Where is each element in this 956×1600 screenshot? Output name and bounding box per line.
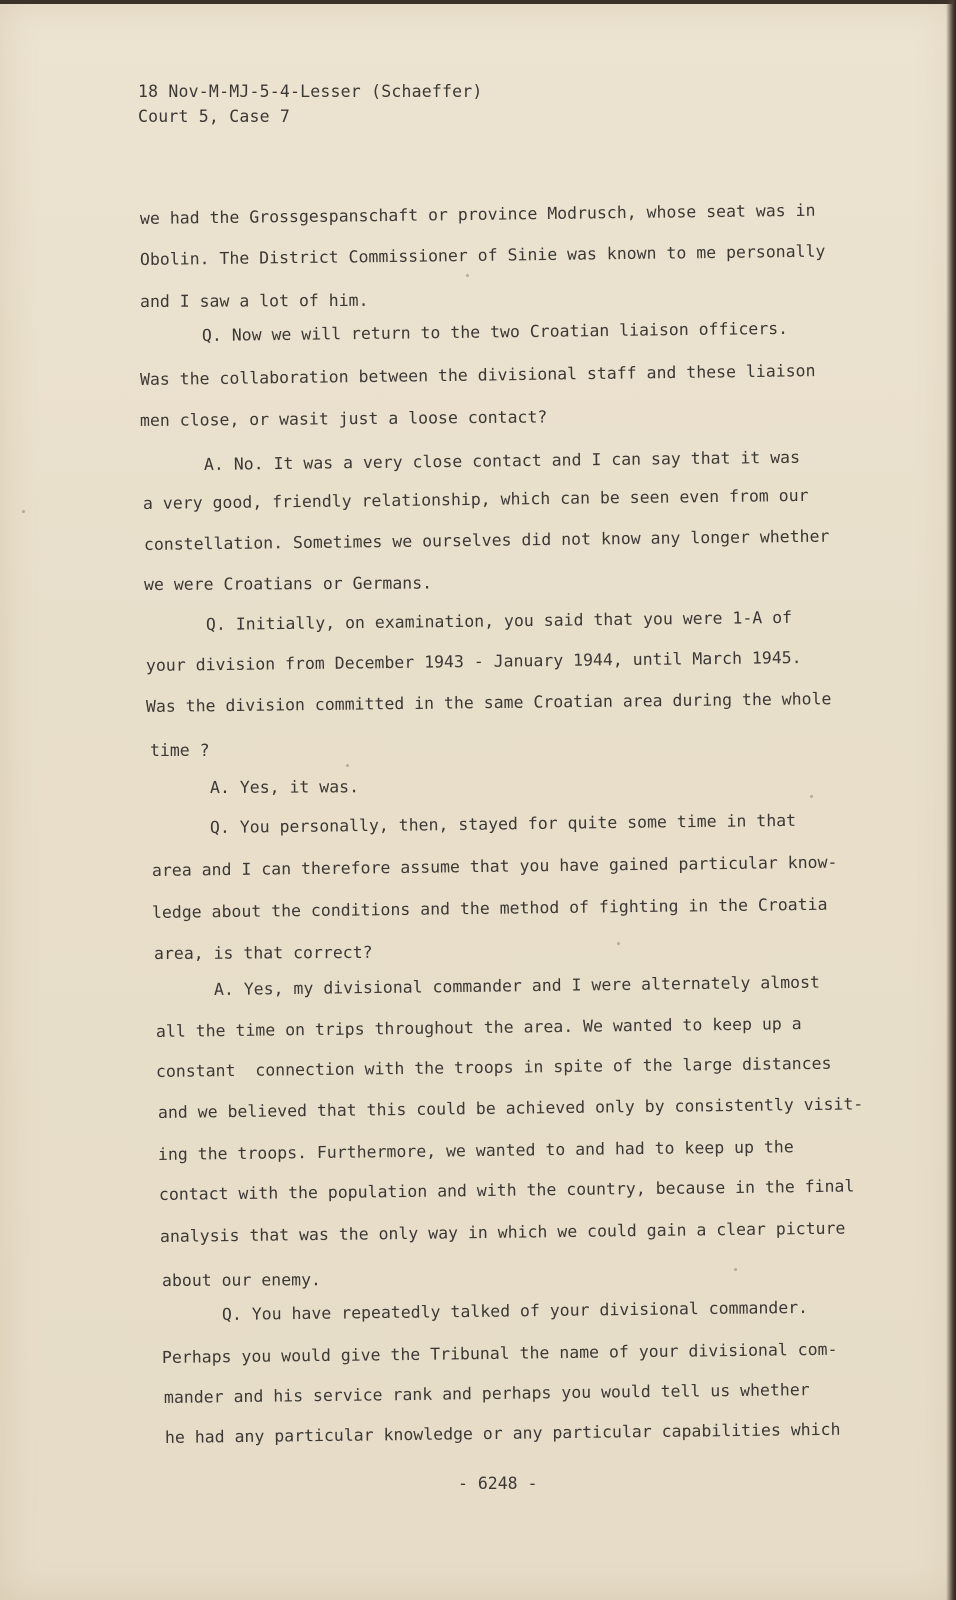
body-line: ledge about the conditions and the method of fighting in the Croatia (151, 894, 828, 922)
header-reference: 18 Nov-M-MJ-5-4-Lesser (Schaeffer) (138, 82, 483, 101)
body-line: and I saw a lot of him. (139, 290, 369, 311)
paper-speck (617, 942, 620, 945)
body-line: Q. Initially, on examination, you said that you were 1-A of (205, 607, 793, 634)
body-line: men close, or wasit just a loose contact? (139, 407, 548, 430)
body-line: constellation. Sometimes we ourselves did not know any longer whether (143, 526, 830, 554)
paper-speck (22, 510, 25, 513)
body-line: all the time on trips throughout the area. We wanted to keep up a (155, 1014, 802, 1041)
body-line: ing the troops. Furthermore, we wanted to and had to keep up the (157, 1137, 794, 1164)
body-line: Q. You personally, then, stayed for quite some time in that (209, 810, 797, 837)
paper-speck (346, 764, 349, 767)
body-line: A. Yes, my divisional commander and I were alternately almost (213, 972, 821, 999)
body-line: about our enemy. (161, 1270, 321, 1290)
body-line: time ? (150, 741, 210, 760)
body-line: A. No. It was a very close contact and I can say that it was (203, 447, 801, 474)
page-number: - 6248 - (458, 1474, 538, 1493)
paper-speck (810, 795, 813, 798)
body-line: Q. You have repeatedly talked of your divisional commander. (221, 1297, 809, 1324)
body-line: area, is that correct? (153, 942, 373, 963)
body-line: mander and his service rank and perhaps you would tell us whether (163, 1380, 810, 1407)
body-line: constant connection with the troops in spite of the large distances (155, 1053, 832, 1081)
body-line: Perhaps you would give the Tribunal the name of your divisional com- (161, 1339, 838, 1367)
body-line: analysis that was the only way in which we could gain a clear picture (159, 1218, 846, 1246)
body-line: and we believed that this could be achieved only by consistently visit- (157, 1094, 864, 1122)
body-line: Q. Now we will return to the two Croatian liaison officers. (201, 318, 789, 345)
header-court-case: Court 5, Case 7 (138, 107, 291, 126)
body-line: he had any particular knowledge or any particular capabilities which (164, 1419, 841, 1447)
body-line: A. Yes, it was. (209, 777, 360, 797)
paper-speck (466, 274, 469, 277)
body-line: Obolin. The District Commissioner of Sinie was known to me personally (139, 241, 826, 269)
body-line: Was the collaboration between the divisional staff and these liaison (139, 361, 816, 389)
body-line: your division from December 1943 - January 1944, until March 1945. (145, 647, 802, 675)
paper-speck (734, 1268, 737, 1271)
body-line: contact with the population and with the country, because in the final (158, 1176, 855, 1204)
body-line: Was the division committed in the same Croatian area during the whole (145, 689, 832, 716)
body-line: we were Croatians or Germans. (143, 573, 433, 594)
body-line: we had the Grossgespanschaft or province Modrusch, whose seat was in (139, 200, 816, 228)
body-line: area and I can therefore assume that you have gained particular know- (151, 852, 838, 880)
body-line: a very good, friendly relationship, which can be seen even from our (142, 485, 809, 513)
